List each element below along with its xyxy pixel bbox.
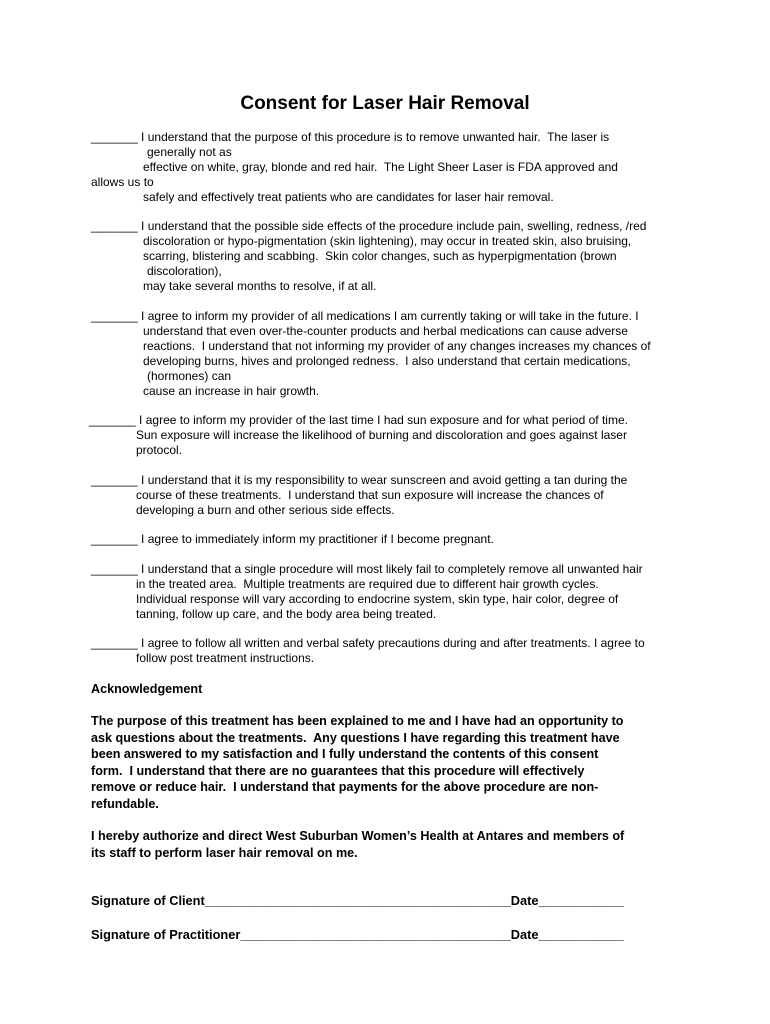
clause-line: cause an increase in hair growth.: [143, 384, 320, 398]
clause-line: may take several months to resolve, if at all.: [143, 279, 377, 293]
authorization-line: its staff to perform laser hair removal on me.: [91, 845, 358, 860]
clause-line: _______ I understand that it is my responsibility to wear sunscreen and avoid getting a tan during the: [91, 473, 628, 487]
clause-line: _______ I agree to inform my provider of all medications I am currently taking or will take in the future. I: [91, 309, 639, 323]
clause-line: tanning, follow up care, and the body area being treated.: [136, 607, 437, 621]
acknowledgement-line: refundable.: [91, 796, 159, 811]
practitioner-signature-line[interactable]: Signature of Practitioner______________________________________Date____________: [91, 927, 624, 942]
authorization-line: I hereby authorize and direct West Suburban Women’s Health at Antares and members of: [91, 829, 625, 843]
clause-line: developing burns, hives and prolonged redness. I also understand that certain medications,: [143, 354, 631, 368]
clause-line: understand that even over-the-counter products and herbal medications can cause adverse: [143, 324, 628, 338]
clause-line: _______ I agree to immediately inform my practitioner if I become pregnant.: [91, 532, 494, 546]
clause-line: Sun exposure will increase the likelihood of burning and discoloration and goes against laser: [136, 428, 627, 442]
clause-line: generally not as: [147, 145, 232, 159]
clause-line: developing a burn and other serious side effects.: [136, 503, 395, 517]
clause-line: safely and effectively treat patients who are candidates for laser hair removal.: [143, 190, 554, 204]
page-title: Consent for Laser Hair Removal: [240, 93, 530, 114]
clause-line: _______ I agree to follow all written and verbal safety precautions during and after treatments. I agree to: [91, 636, 645, 650]
acknowledgement-line: form. I understand that there are no guarantees that this procedure will effectively: [91, 763, 585, 778]
clause-line: _______ I understand that the purpose of this procedure is to remove unwanted hair. The laser is: [91, 130, 610, 144]
clause-line: _______ I understand that the possible side effects of the procedure include pain, swelling, redness, /red: [91, 219, 647, 233]
clause-line: Individual response will vary according to endocrine system, skin type, hair color, degree of: [136, 592, 619, 606]
clause-line: _______ I agree to inform my provider of the last time I had sun exposure and for what period of time.: [89, 413, 628, 427]
clause-line: discoloration or hypo-pigmentation (skin lightening), may occur in treated skin, also bruising,: [143, 234, 632, 248]
clause-line: _______ I understand that a single procedure will most likely fail to completely remove all unwanted hair: [91, 562, 643, 576]
clause-line: effective on white, gray, blonde and red hair. The Light Sheer Laser is FDA approved and: [143, 160, 618, 174]
acknowledgement-line: The purpose of this treatment has been explained to me and I have had an opportunity to: [91, 714, 624, 728]
client-signature-line[interactable]: Signature of Client___________________________________________Date____________: [91, 893, 624, 908]
clause-line: reactions. I understand that not informing my provider of any changes increases my chances of: [143, 339, 651, 353]
acknowledgement-heading: Acknowledgement: [91, 682, 203, 696]
clause-line: allows us to: [91, 175, 154, 189]
acknowledgement-line: ask questions about the treatments. Any questions I have regarding this treatment have: [91, 730, 620, 745]
acknowledgement-line: remove or reduce hair. I understand that payments for the above procedure are non-: [91, 780, 599, 794]
clause-line: scarring, blistering and scabbing. Skin color changes, such as hyperpigmentation (brown: [143, 249, 617, 263]
clause-line: discoloration),: [147, 264, 222, 278]
clause-line: protocol.: [136, 443, 183, 457]
acknowledgement-line: been answered to my satisfaction and I fully understand the contents of this consent: [91, 747, 599, 761]
clause-line: in the treated area. Multiple treatments are required due to different hair growth cycles.: [136, 577, 599, 591]
clause-line: course of these treatments. I understand that sun exposure will increase the chances of: [136, 488, 604, 502]
clause-line: (hormones) can: [147, 369, 232, 383]
clause-line: follow post treatment instructions.: [136, 651, 315, 665]
